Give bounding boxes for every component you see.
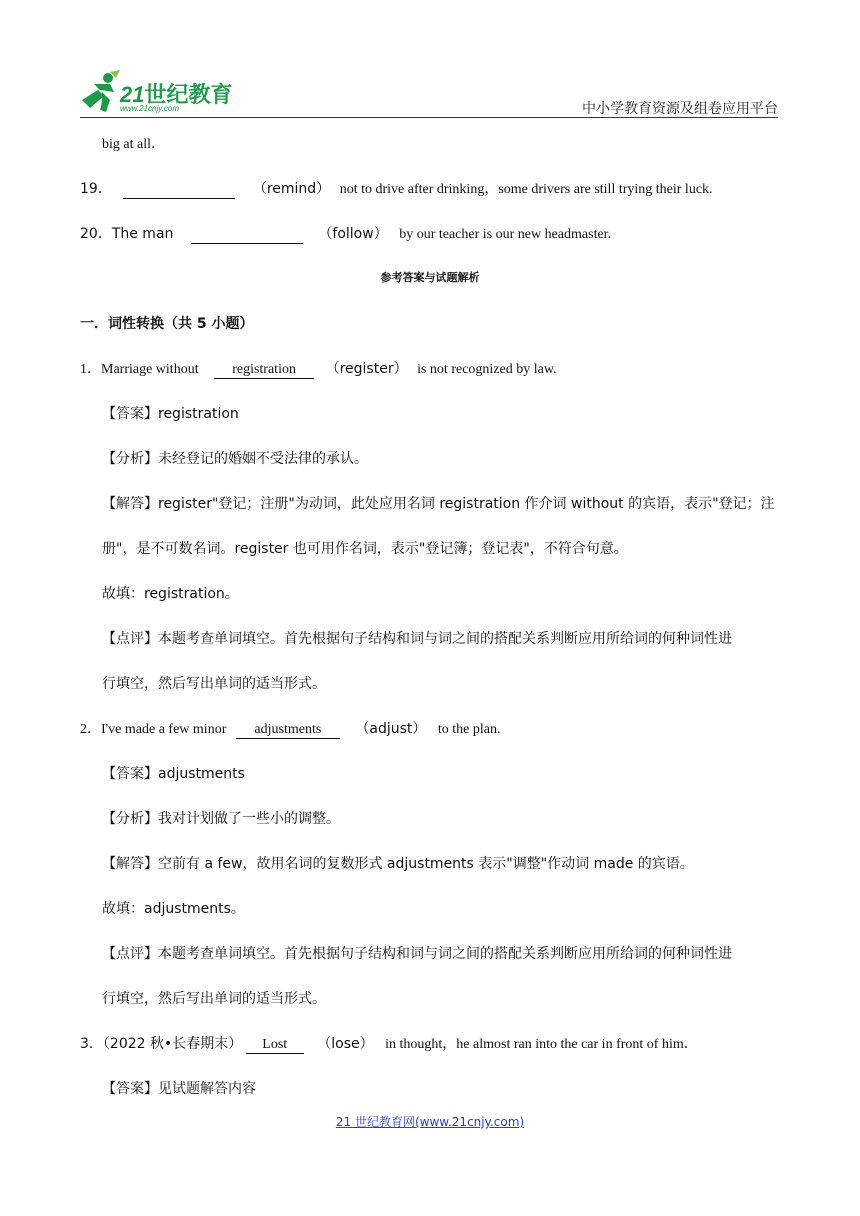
answers-title: 参考答案与试题解析 bbox=[380, 271, 480, 284]
answer-blank[interactable] bbox=[191, 227, 303, 244]
solution-line: 册"，是不可数名词。register 也可用作名词，表示"登记簿；登记表"，不符合句意。 bbox=[102, 541, 628, 557]
answer-blank: adjustments bbox=[236, 722, 340, 739]
logo-url: www.21cnjy.com bbox=[120, 104, 179, 113]
comment-line: 行填空，然后写出单词的适当形式。 bbox=[102, 991, 326, 1007]
solution-line: 【解答】register"登记；注册"为动词，此处应用名词 registration 作介词 without 的宾语，表示"登记；注 bbox=[102, 496, 775, 512]
logo bbox=[80, 70, 250, 116]
analysis-line: 【分析】未经登记的婚姻不受法律的承认。 bbox=[102, 451, 368, 467]
fill-line: 故填：registration。 bbox=[102, 586, 239, 602]
question-1-stem: 1．Marriage without registration （register） is not recognized by law. bbox=[80, 361, 557, 377]
answer-blank: registration bbox=[214, 362, 314, 379]
footer-link[interactable]: 21 世纪教育网(www.21cnjy.com) bbox=[335, 1115, 525, 1129]
solution-line: 【解答】空前有 a few，故用名词的复数形式 adjustments 表示"调整"作动词 made 的宾语。 bbox=[102, 856, 694, 872]
answer-line: 【答案】见试题解答内容 bbox=[102, 1081, 256, 1097]
runner-logo-icon bbox=[80, 70, 120, 114]
analysis-line: 【分析】我对计划做了一些小的调整。 bbox=[102, 811, 340, 827]
logo-wordmark: 21世纪教育 bbox=[120, 82, 233, 107]
answer-blank: Lost bbox=[246, 1037, 304, 1054]
page-header bbox=[80, 62, 778, 120]
prev-line-tail: big at all． bbox=[102, 137, 165, 152]
comment-line: 【点评】本题考查单词填空。首先根据句子结构和词与词之间的搭配关系判断应用所给词的何种词性进 bbox=[102, 946, 732, 962]
comment-line: 行填空，然后写出单词的适当形式。 bbox=[102, 676, 326, 692]
section-title: 一．词性转换（共 5 小题） bbox=[80, 316, 254, 332]
question-20: 20．The man （follow） by our teacher is our new headmaster. bbox=[80, 226, 612, 242]
question-19: 19． （remind） not to drive after drinking，some drivers are still trying their luck. bbox=[80, 181, 713, 197]
question-3-stem: 3．（2022 秋•长春期末） Lost （lose） in thought，he almost ran into the car in front of him． bbox=[80, 1036, 698, 1052]
header-divider bbox=[80, 117, 778, 118]
platform-title: 中小学教育资源及组卷应用平台 bbox=[582, 101, 778, 117]
question-2-stem: 2．I've made a few minor adjustments （adjust） to the plan. bbox=[80, 721, 501, 737]
answer-line: 【答案】adjustments bbox=[102, 766, 245, 782]
fill-line: 故填：adjustments。 bbox=[102, 901, 245, 917]
comment-line: 【点评】本题考查单词填空。首先根据句子结构和词与词之间的搭配关系判断应用所给词的何种词性进 bbox=[102, 631, 732, 647]
answer-line: 【答案】registration bbox=[102, 406, 239, 422]
answer-blank[interactable] bbox=[123, 182, 235, 199]
